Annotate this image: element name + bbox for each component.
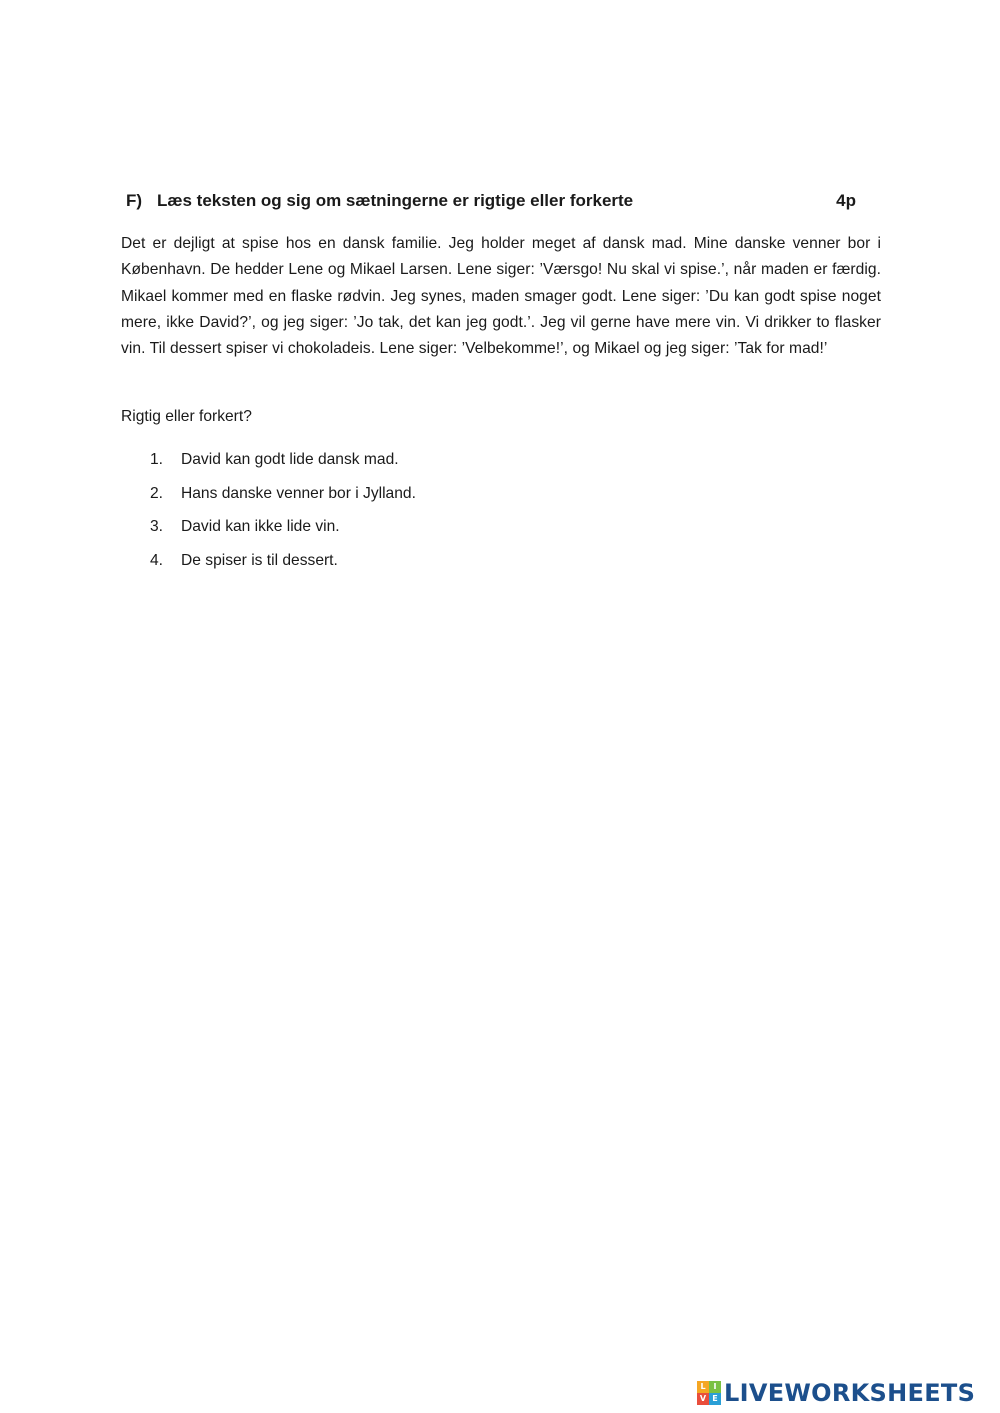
brand-name: LIVEWORKSHEETS (724, 1379, 976, 1407)
question-prompt: Rigtig eller forkert? (121, 408, 252, 425)
statement-number: 3. (150, 518, 164, 535)
statement-text: David kan ikke lide vin. (181, 518, 340, 535)
exercise-title: Læs teksten og sig om sætningerne er rigtige eller forkerte (157, 191, 634, 210)
logo-tile: E (709, 1393, 721, 1405)
liveworksheets-brand[interactable] (697, 1377, 975, 1409)
logo-tile: I (709, 1381, 721, 1393)
statement-number: 1. (150, 451, 164, 468)
statement-number: 2. (150, 484, 164, 502)
exercise-points: 4p (836, 191, 856, 210)
exercise-letter: F) (126, 191, 143, 210)
exercise-heading (126, 189, 858, 213)
statement-text: David kan godt lide dansk mad. (181, 451, 399, 468)
reading-passage: Det er dejligt at spise hos en dansk familie. Jeg holder meget af dansk mad. Mine danske venner bor i København. De hedder Lene og Mikael Larsen. Lene siger: ’Værsgo! Nu skal vi spise.’, når maden er færdig. Mikael kommer med en flaske rødvin. Jeg synes, maden smager godt. Lene siger: ’Du kan godt spise noget mere, ikke David?’, og jeg siger: ’Jo tak, det kan jeg godt.’. Jeg vil gerne have mere vin. Vi drikker to flasker vin. Til dessert spiser vi chokoladeis. Lene siger: ’Velbekomme!’, og Mikael og jeg siger: ’Tak for mad!’ (121, 235, 881, 358)
logo-tile: L (697, 1381, 709, 1393)
statement-text: Hans danske venner bor i Jylland. (181, 484, 416, 502)
logo-tile: V (697, 1393, 709, 1405)
statement-number: 4. (150, 551, 164, 569)
liveworksheets-logo-icon (697, 1381, 721, 1405)
statement-text: De spiser is til dessert. (181, 551, 338, 569)
